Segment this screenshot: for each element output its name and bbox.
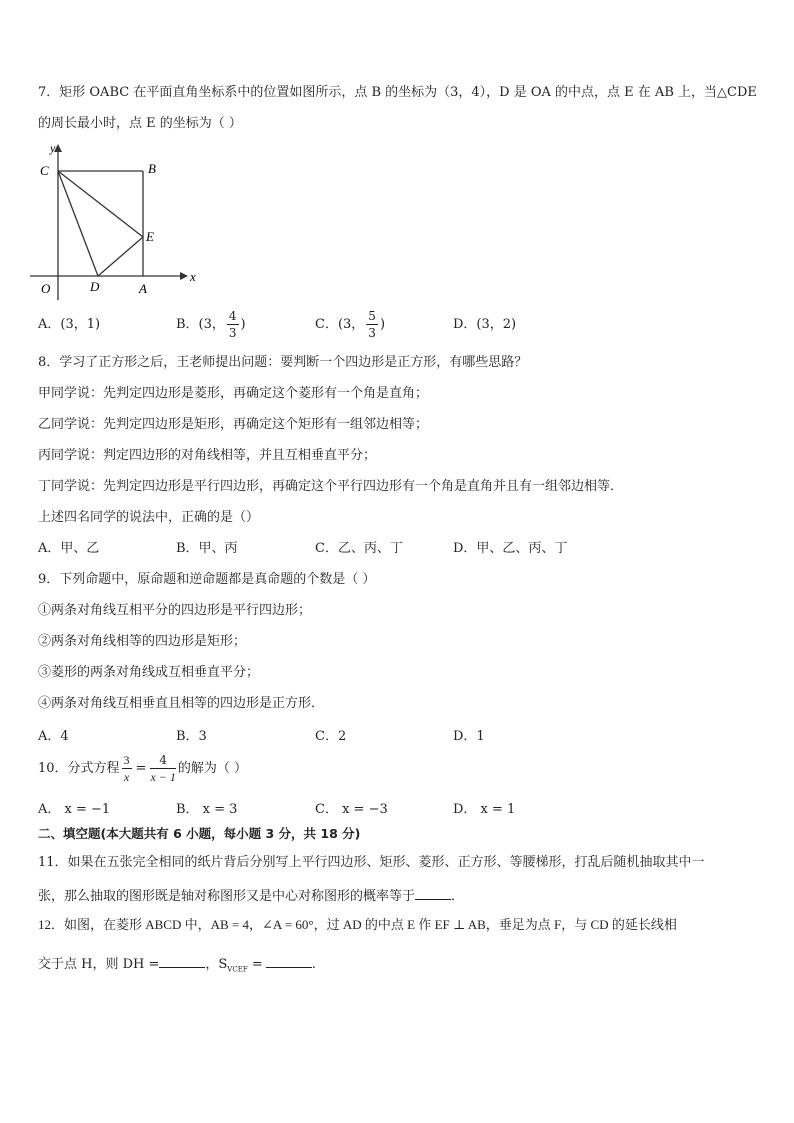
label-B: B xyxy=(148,161,156,176)
q10-left-fraction xyxy=(122,754,132,783)
q8-statement-3: 丙同学说：判定四边形的对角线相等，并且互相垂直平分； xyxy=(38,448,377,463)
q11-line2-text: 张，那么抽取的图形既是轴对称图形又是中心对称图形的概率等于 xyxy=(38,889,416,904)
q7-option-b-den: 3 xyxy=(228,326,237,340)
q10-equals: = xyxy=(135,761,147,776)
q9-option-b[interactable]: B．3 xyxy=(176,729,207,744)
q7-option-c-fraction xyxy=(366,310,378,339)
label-D: D xyxy=(90,279,100,294)
q8-option-c[interactable]: C．乙、丙、丁 xyxy=(315,541,403,556)
q8-option-b[interactable]: B．甲、丙 xyxy=(176,541,238,556)
q9-proposition-2: ②两条对角线相等的四边形是矩形； xyxy=(38,634,247,649)
q12-line2 xyxy=(38,955,316,974)
q12-line2-pre: 交于点 H，则 DH = xyxy=(38,957,160,972)
q9-option-d[interactable]: D．1 xyxy=(453,729,485,744)
x-axis-arrow xyxy=(180,272,188,280)
label-y: y xyxy=(50,141,56,155)
q10-stem xyxy=(38,754,247,783)
q9-option-a[interactable]: A．4 xyxy=(38,729,69,744)
q7-option-c-num: 5 xyxy=(368,309,376,323)
q7-option-c[interactable] xyxy=(315,310,385,339)
q7-option-c-post: ) xyxy=(379,317,386,332)
q7-option-d[interactable]: D．(3，2) xyxy=(453,317,517,332)
q7-option-b-num: 4 xyxy=(228,309,237,323)
q10-pre: 10．分式方程 xyxy=(38,761,120,776)
q11-line2 xyxy=(38,887,464,903)
q9-proposition-3: ③菱形的两条对角线成互相垂直平分； xyxy=(38,665,260,680)
q8-statement-1: 甲同学说：先判定四边形是菱形，再确定这个菱形有一个角是直角； xyxy=(38,386,429,401)
q12-area-subscript: VCEF xyxy=(227,965,248,974)
q7-option-b-post: ) xyxy=(240,317,246,332)
q8-statement-4: 丁同学说：先判定四边形是平行四边形，再确定这个平行四边形有一个角是直角并且有一组邻边相等． xyxy=(38,479,624,494)
q8-statement-2: 乙同学说：先判定四边形是矩形，再确定这个矩形有一组邻边相等； xyxy=(38,417,429,432)
label-O: O xyxy=(41,281,51,296)
q7-option-b-pre: B．(3， xyxy=(176,317,225,332)
q10-right-fraction xyxy=(150,754,175,783)
label-A: A xyxy=(139,281,147,296)
q9-stem: 9．下列命题中，原命题和逆命题都是真命题的个数是（ ） xyxy=(38,572,376,587)
q7-option-b[interactable] xyxy=(176,310,246,339)
q10-right-num: 4 xyxy=(150,754,175,769)
q12-line2-end: . xyxy=(311,957,316,972)
q11-answer-blank[interactable] xyxy=(415,887,451,900)
q12-line1: 12．如图，在菱形 ABCD 中，AB = 4，∠A = 60°，过 AD 的中点 E 作 EF ⊥ AB，垂足为点 F，与 CD 的延长线相 xyxy=(38,917,677,932)
q10-option-b[interactable]: B． x = 3 xyxy=(176,802,238,817)
q7-option-b-fraction xyxy=(227,310,239,339)
q9-proposition-4: ④两条对角线互相垂直且相等的四边形是正方形． xyxy=(38,696,325,711)
q9-proposition-1: ①两条对角线互相平分的四边形是平行四边形； xyxy=(38,603,312,618)
q10-option-a[interactable]: A． x = −1 xyxy=(38,802,111,817)
q8-ask: 上述四名同学的说法中，正确的是（） xyxy=(38,510,260,525)
q10-option-d[interactable]: D． x = 1 xyxy=(453,802,516,817)
q12-dh-blank[interactable] xyxy=(159,955,205,968)
q10-left-den: x xyxy=(123,770,130,784)
q12-line2-eq: = xyxy=(247,957,263,972)
q12-line2-mid: ，S xyxy=(205,957,228,972)
q8-stem: 8．学习了正方形之后，王老师提出问题：要判断一个四边形是正方形，有哪些思路？ xyxy=(38,355,528,370)
q7-option-a[interactable]: A．(3，1) xyxy=(38,317,101,332)
label-E: E xyxy=(146,229,154,244)
q10-post: 的解为（ ） xyxy=(177,761,248,776)
q10-right-den: x − 1 xyxy=(150,770,176,784)
q7-stem-line1: 7．矩形 OABC 在平面直角坐标系中的位置如图所示，点 B 的坐标为（3，4），D 是 OA 的中点，点 E 在 AB 上，当△CDE xyxy=(38,85,757,100)
q9-option-c[interactable]: C．2 xyxy=(315,729,347,744)
q8-option-a[interactable]: A．甲、乙 xyxy=(38,541,100,556)
q7-option-c-pre: C．(3， xyxy=(315,317,365,332)
q7-option-c-den: 3 xyxy=(368,326,376,340)
q7-stem-line2: 的周长最小时，点 E 的坐标为（ ） xyxy=(38,116,242,131)
q11-line1: 11．如果在五张完全相同的纸片背后分别写上平行四边形、矩形、菱形、正方形、等腰梯形，打乱后随机抽取其中一 xyxy=(38,855,705,870)
q7-figure xyxy=(30,140,200,300)
q12-area-blank[interactable] xyxy=(266,955,312,968)
q11-end: ． xyxy=(451,889,465,904)
q8-option-d[interactable]: D．甲、乙、丙、丁 xyxy=(453,541,568,556)
section-2-heading: 二、填空题(本大题共有 6 小题，每小题 3 分，共 18 分) xyxy=(38,826,361,841)
label-C: C xyxy=(40,163,49,178)
label-x: x xyxy=(190,269,196,284)
segment-DE xyxy=(98,237,143,276)
q10-left-num: 3 xyxy=(123,753,130,767)
q10-option-c[interactable]: C． x = −3 xyxy=(315,802,388,817)
